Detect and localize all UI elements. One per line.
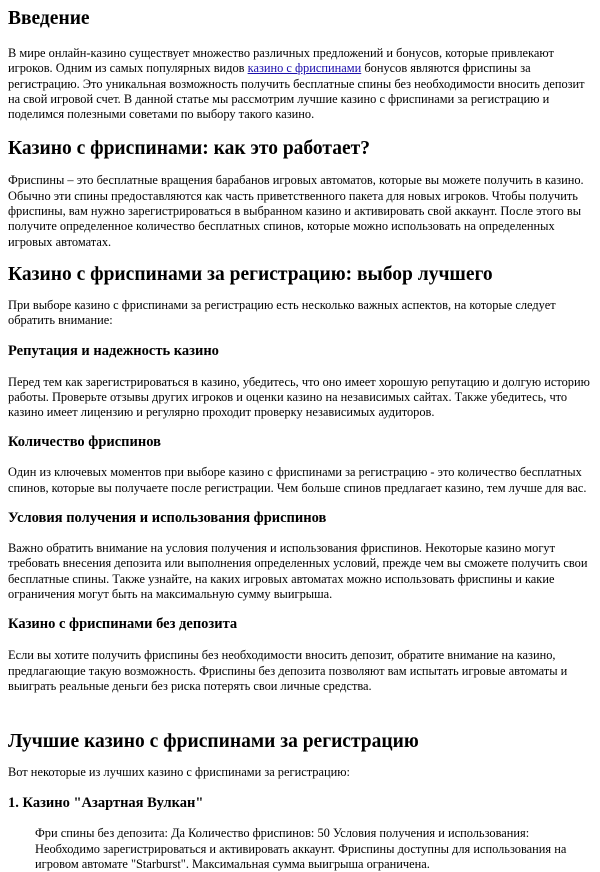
how-it-works-heading: Казино с фриспинами: как это работает? — [8, 138, 370, 160]
intro-text-after-link: бонусов являются фриспины за регистрацию. Это уникальная возможность получить бесплатные спины без необходимости вносить депозит на свой игровой счет. В данной статье мы рассмотрим лучшие казино с фриспинами за регистрацию и поделимся полезными советами по выбору такого казино. — [8, 61, 585, 122]
freespins-count-paragraph: Один из ключевых моментов при выборе казино с фриспинами за регистрацию - это количество бесплатных спинов, которые вы получаете после регистрации. Чем больше спинов предлагает казино, тем лучше для вас. — [8, 465, 587, 495]
freespins-count-heading: Количество фриспинов — [8, 434, 161, 451]
casino-freespins-link[interactable]: казино с фриспинами — [247, 61, 362, 76]
intro-text-before-link: В мире онлайн-казино существует множество различных предложений и бонусов, которые привлекают игроков. Одним из самых популярных видов — [8, 46, 554, 76]
reputation-heading: Репутация и надежность казино — [8, 342, 219, 359]
casino-1-paragraph: Фри спины без депозита: Да Количество фриспинов: 50 Условия получения и использования: Необходимо зарегистрироваться и активировать аккаунт. Фриспины доступны для использования на игровом автомате "Starburst". Максимальная сумма выигрыша ограничена. — [35, 826, 567, 872]
intro-paragraph — [8, 46, 592, 122]
reputation-paragraph: Перед тем как зарегистрироваться в казино, убедитесь, что оно имеет хорошую репутацию и долгую историю работы. Проверьте отзывы других игроков и оценки казино на независимых сайтах. Также убедитесь, что казино имеет лицензию и регулярно проходит проверку независимых аудиторов. — [8, 374, 590, 420]
intro-heading: Введение — [8, 8, 90, 29]
no-deposit-paragraph: Если вы хотите получить фриспины без необходимости вносить депозит, обратите внимание на казино, предлагающие такую возможность. Фриспины без депозита позволяют вам испытать игровые автоматы и выиграть реальные деньги без риска потерять свои личные средства. — [8, 648, 568, 693]
article — [0, 7, 600, 872]
no-deposit-heading: Казино с фриспинами без депозита — [8, 616, 238, 633]
conditions-paragraph: Важно обратить внимание на условия получения и использования фриспинов. Некоторые казино могут требовать внесения депозита или выполнения определенных условий, прежде чем вы сможете получить свои бесплатные спины. Также узнайте, на каких игровых автоматах можно использовать фриспины и какие ограничения могут быть на максимальную сумму выигрыша. — [8, 541, 588, 601]
how-it-works-paragraph: Фриспины – это бесплатные вращения барабанов игровых автоматов, которые вы можете получить в казино. Обычно эти спины предоставляются как часть приветственного пакета для новых игроков. Чтобы получить фриспины, вам нужно зарегистрироваться в выбранном казино и активировать свой аккаунт. После этого вы получите определенное количество бесплатных спинов, которые можно использовать на определенных игровых автоматах. — [8, 173, 584, 249]
choosing-heading: Казино с фриспинами за регистрацию: выбор лучшего — [8, 263, 493, 285]
choosing-paragraph: При выборе казино с фриспинами за регистрацию есть несколько важных аспектов, на которые следует обратить внимание: — [8, 297, 556, 328]
casino-1-heading: 1. Казино "Азартная Вулкан" — [8, 795, 204, 812]
best-casinos-paragraph: Вот некоторые из лучших казино с фриспинами за регистрацию: — [8, 765, 350, 780]
best-casinos-heading: Лучшие казино с фриспинами за регистрацию — [8, 731, 419, 753]
conditions-heading: Условия получения и использования фриспинов — [8, 510, 327, 527]
